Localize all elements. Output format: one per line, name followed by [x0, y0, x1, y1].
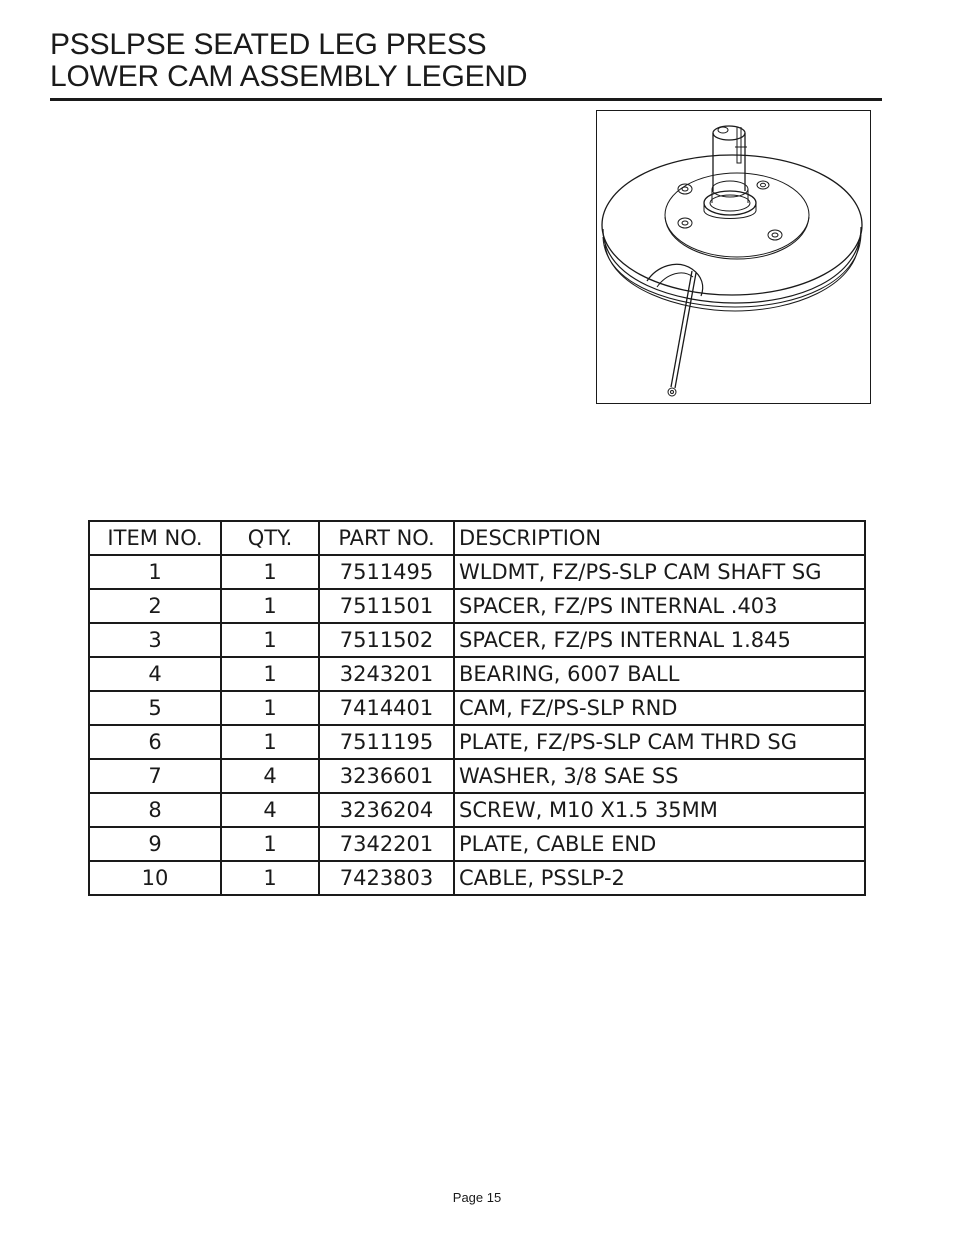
cell-description: WLDMT, FZ/PS-SLP CAM SHAFT SG [454, 555, 865, 589]
cell-description: SPACER, FZ/PS INTERNAL .403 [454, 589, 865, 623]
cell-part-no: 7511502 [319, 623, 454, 657]
cell-description: BEARING, 6007 BALL [454, 657, 865, 691]
table-row [89, 725, 865, 759]
cell-item-no: 2 [89, 589, 221, 623]
cell-item-no: 3 [89, 623, 221, 657]
cell-part-no: 3236601 [319, 759, 454, 793]
table-header-row [89, 521, 865, 555]
table-row [89, 691, 865, 725]
cell-part-no: 7511501 [319, 589, 454, 623]
cell-item-no: 9 [89, 827, 221, 861]
cell-item-no: 5 [89, 691, 221, 725]
table-row [89, 759, 865, 793]
cam-assembly-illustration-icon [597, 111, 870, 403]
title-underline [50, 98, 882, 101]
header-description: DESCRIPTION [454, 521, 865, 555]
header-item-no: ITEM NO. [89, 521, 221, 555]
cell-description: SCREW, M10 X1.5 35MM [454, 793, 865, 827]
cell-description: CAM, FZ/PS-SLP RND [454, 691, 865, 725]
table-row [89, 657, 865, 691]
cell-part-no: 7511495 [319, 555, 454, 589]
cell-qty: 4 [221, 793, 319, 827]
table-row [89, 589, 865, 623]
cell-qty: 1 [221, 657, 319, 691]
cell-item-no: 6 [89, 725, 221, 759]
cell-item-no: 1 [89, 555, 221, 589]
cell-item-no: 7 [89, 759, 221, 793]
cell-qty: 1 [221, 623, 319, 657]
title-line-2: LOWER CAM ASSEMBLY LEGEND [50, 60, 528, 93]
cell-qty: 1 [221, 589, 319, 623]
title-line-1: PSSLPSE SEATED LEG PRESS [50, 28, 487, 61]
cell-description: PLATE, CABLE END [454, 827, 865, 861]
cell-qty: 4 [221, 759, 319, 793]
cell-part-no: 3243201 [319, 657, 454, 691]
cam-assembly-figure [596, 110, 871, 404]
cell-qty: 1 [221, 691, 319, 725]
cell-part-no: 7511195 [319, 725, 454, 759]
header-qty: QTY. [221, 521, 319, 555]
table-row [89, 555, 865, 589]
cell-description: CABLE, PSSLP-2 [454, 861, 865, 895]
page-number: Page 15 [452, 1190, 502, 1205]
cell-part-no: 7414401 [319, 691, 454, 725]
cell-qty: 1 [221, 555, 319, 589]
cell-part-no: 3236204 [319, 793, 454, 827]
cell-part-no: 7342201 [319, 827, 454, 861]
table-row [89, 623, 865, 657]
cell-item-no: 8 [89, 793, 221, 827]
header-part-no: PART NO. [319, 521, 454, 555]
cell-description: WASHER, 3/8 SAE SS [454, 759, 865, 793]
cell-qty: 1 [221, 861, 319, 895]
cell-description: PLATE, FZ/PS-SLP CAM THRD SG [454, 725, 865, 759]
table-row [89, 861, 865, 895]
table-row [89, 793, 865, 827]
cell-qty: 1 [221, 827, 319, 861]
page-title [50, 29, 527, 93]
parts-table [88, 520, 866, 896]
table-row [89, 827, 865, 861]
cell-item-no: 4 [89, 657, 221, 691]
cell-description: SPACER, FZ/PS INTERNAL 1.845 [454, 623, 865, 657]
cell-part-no: 7423803 [319, 861, 454, 895]
cell-qty: 1 [221, 725, 319, 759]
cell-item-no: 10 [89, 861, 221, 895]
